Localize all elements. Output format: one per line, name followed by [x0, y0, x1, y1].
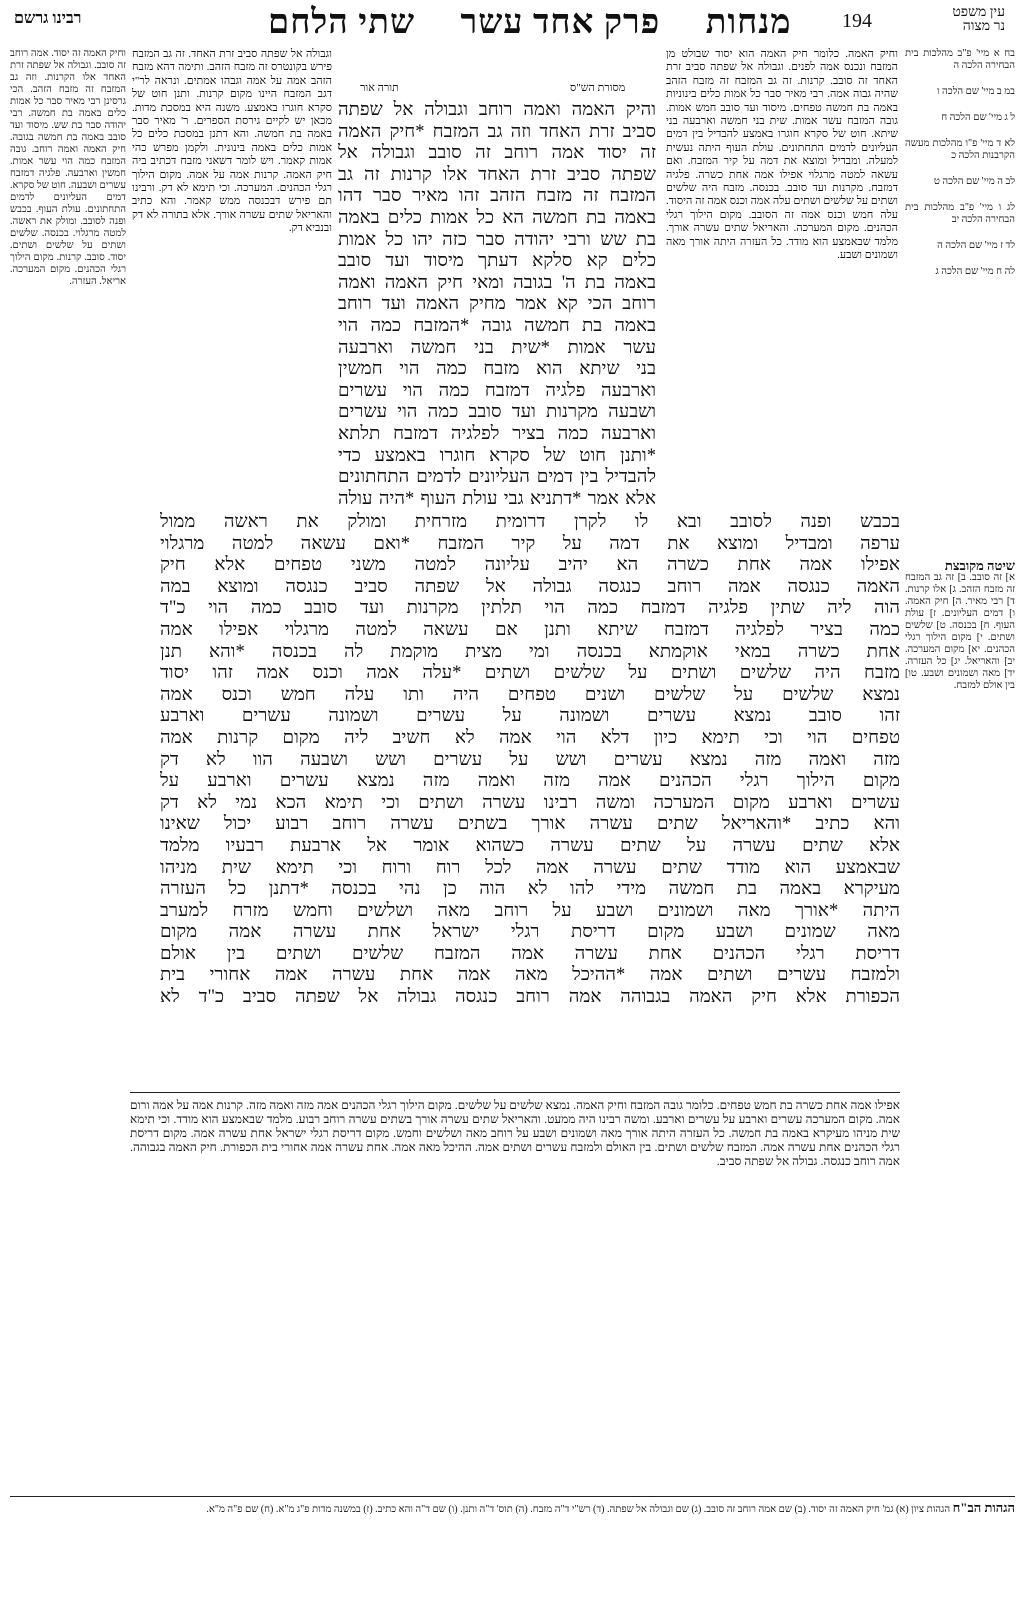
gemara-line: בת שש ורבי יהודה סבר כזה יהו כל אמות — [338, 229, 656, 250]
gemara-line: וארבעה פלגיה דמזבח כמה הוי עשרים — [338, 380, 656, 401]
lower-commentary — [130, 1098, 900, 1488]
ein-mishpat-note: בח א מיי' פ"ב מהלכות בית הבחירה הלכה ה — [905, 48, 1015, 71]
rabbeinu-gershom-heading: רבינו גרשם — [14, 10, 82, 27]
rashi-column — [666, 48, 898, 588]
gemara-line: היתה *אורך מאה ושמונים ושבע על רוחב מאה ושלשים וחמש מזרח למערב — [160, 900, 900, 921]
chapter-name: שתי הלחם — [268, 4, 416, 41]
divider — [10, 1496, 1015, 1497]
rabbeinu-gershom-text: וחיק האמה זה יסוד. אמה רוחב זה סובב. וגבולה אל שפתה זרת האחד אלו הקרנות. וזה גב המזבח זה מזבח הזהב. הכי גרסינן רבי מאיר סבר כל אמות כלים באמה בת חמשה. רבי יהודה סבר בת שש. מיסוד ועד סובב באמה בת חמשה בגובה. חיק האמה ואמה רוחב. גובה המזבח כמה הוי עשר אמות. חמשין וארבעה. פלגיה דמזבח עשרים ושבעה. חוט של סקרא. דמים העליונים לדמים התחתונים. עולת העוף. בכבש ופנה לסובב. ומולק את ראשה. למטה מרגלוי. בכנסה. שלשים ושתים על שלשים ושתים. יסוד. סובב. קרנות. מקום הילוך רגלי הכהנים. מקום המערכה. אריאל. העזרה. — [10, 48, 126, 287]
ein-mishpat-heading: עין משפט נר מצוה — [952, 5, 1005, 34]
bottom-notes-text: (א) גמ' חיק האמה זה יסוד. (ב) שם אמה רוחב זה סובב. (ג) שם וגבולה אל שפתה. (ד) רש"י ד"ה מזבח. (ה) תוס' ד"ה ותנן. (ו) שם ד"ה והא כתיב. (ז) במשנה מדות פ"ג מ"א. (ח) שם פ"ה מ"א. — [206, 1504, 909, 1515]
ein-mishpat-note: לד ז מיי' שם הלכה ה — [937, 240, 1015, 251]
gemara-line: האמה כנגסה אמה רוחב כנגסה גבולה אל שפתה סביב כנגסה ומוצא במה — [160, 576, 900, 597]
torah-or-label: תורה אור — [360, 82, 399, 94]
gemara-line: אחת כשרה במאי אוקמתא בכנסה ומי מצית מוקמת לה בכנסה *והא תנן — [160, 641, 900, 662]
gemara-line: ולמזבח עשרים ושתים אמה *ההיכל מאה אמה אחת עשרה אמה אחורי בית — [160, 965, 900, 986]
gemara-line: זהו סובב נמצא עשרים ושמונה על עשרים ושמונה עשרים וארבע — [160, 706, 900, 727]
gemara-line: והיק האמה ואמה רוחב וגבולה אל שפתה — [338, 100, 656, 120]
gemara-line: רוחב הכי קא אמר מחיק האמה ועד רוחב — [338, 294, 656, 315]
gemara-line: בכבש ופנה לסובב ובא לו לקרן דרומית מזרחית ומולק את ראשה ממול — [160, 512, 900, 532]
gemara-line: שבאמצע הוא מודד שתים עשרה אמה לכל רוח ורוח וכי תימא שית מניהו — [160, 857, 900, 878]
gemara-line: זה יסוד אמה רוחב זה סובב וגבולה אל — [338, 143, 656, 164]
gemara-line: הוה ליה שתין פלגיה דמזבח כמה הוי תלתין מקרנות ועד סובב כמה הוי כ"ד — [160, 598, 900, 619]
gemara-wide-text — [160, 512, 900, 1009]
gemara-line: מזה ואמה מזה נמצא עשרים ושש על עשרים ושש ושבעה הוו לא דק — [160, 749, 900, 770]
ein-mishpat-note: לה ח מיי' שם הלכה ג — [935, 266, 1015, 277]
gemara-line: כלים קא סלקא דעתך מיסוד ועד סובב — [338, 251, 656, 272]
running-title — [250, 4, 810, 42]
ein-mishpat-note: לב ה מיי' שם הלכה ט — [933, 176, 1015, 187]
shita-heading: שיטה מקובצת — [944, 560, 1015, 573]
gemara-line: מעיקרא באמה בת חמשה מידי להו לא הוה כן נהי בכנסה *דתנן כל העזרה — [160, 879, 900, 900]
shita-mekubetzet-column — [905, 560, 1015, 1490]
page-number: 194 — [842, 10, 872, 32]
gemara-line: נמצא שלשים על שלשים ושנים טפחים היה ותו עלה חמש וכנס אמה — [160, 684, 900, 705]
gemara-line: באמה בת חמשה גובה *המזבח כמה הוי — [338, 315, 656, 336]
gemara-line: אלא אמר *דתניא גבי עולת העוף *היה עולה — [338, 488, 656, 509]
gemara-line: סביב זרת האחד וזה גב המזבח *חיק האמה — [338, 121, 656, 142]
divider — [130, 1092, 900, 1093]
gemara-text — [338, 100, 656, 510]
bottom-glosses — [10, 1502, 1015, 1592]
ein-mishpat-note: לג ו מיי' פ"ב מהלכות בית הבחירה הלכה יב — [905, 202, 1015, 225]
gemara-line: טפחים הוי וכי תימא כיון דלא הוי אמה לא חשיב ליה מקום קרנות אמה — [160, 727, 900, 748]
gemara-line: עשרים וארבע מקום המערכה ומשה רבינו עשרה ושתים וכי תימא הכא נמי לא דק — [160, 792, 900, 813]
gemara-line: ערפה ומבדיל ומוצא את דמה על קיר המזבח *ואם עשאה למטה מרגלוי — [160, 533, 900, 554]
masoret-label: מסורת הש"ס — [570, 82, 626, 94]
gemara-line: ושבעה מקרנות ועד סובב כמה הוי עשרים — [338, 402, 656, 423]
chapter-number: פרק אחד עשר — [460, 4, 661, 41]
gemara-line: כמה בציר לפלגיה דמזבח שיתא ותנן אם עשאה למטה מרגלוי אפילו אמה — [160, 619, 900, 640]
ein-mishpat-note: במ ב מיי' שם הלכה ו — [937, 86, 1015, 97]
gemara-line: באמה בת ה' בגובה ומאי חיק האמה ואמה — [338, 272, 656, 293]
gemara-line: בני שיתא הוא מזבח כמה הוי חמשין — [338, 359, 656, 380]
gemara-line: באמה בת חמשה הא כל אמות כלים באמה — [338, 207, 656, 228]
hagahot-bach-label: הגהות הב"ח — [952, 1502, 1015, 1515]
gemara-line: שפתה סביב זרת האחד אלו קרנות זה גב — [338, 164, 656, 185]
rashi-text: וחיק האמה. כלומר חיק האמה הוא יסוד שבולט מן המזבח ונכנס אמה לפנים. וגבולה אל שפתה סביב זרת האחד זה סובב. קרנות. זה גב המזבח זה מזבח הזהב שהיה גבוה אמה. רבי מאיר סבר כל אמות כלים בינוניות באמה בת חמשה טפחים. מיסוד ועד סובב חמש אמות. גובה המזבח עשר אמות. שית בני חמשה וארבעה בני שיתא. חוט של סקרא חוגרו באמצע להבדיל בין דמים העליונים לדמים התחתונים. עולת העוף היתה נעשית למעלה. ומבדיל ומוצא את דמה על קיר המזבח. ואם עשאה למטה מרגלוי אפילו אמה אחת כשרה. פלגיה דמזבח. מקרנות ועד סובב. בכנסה. מזבח היה שלשים ושתים על שלשים ושתים עלה אמה וכנס אמה זה היסוד. עלה חמש וכנס אמה זה הסובב. מקום הילוך רגלי הכהנים. מקום המערכה. והאריאל שתים עשרה אורך. מלמד שבאמצע הוא מודד. כל העזרה היתה אורך מאה ושמונים ושבע. — [666, 48, 898, 262]
gemara-line: המזבח זה מזבח הזהב זהו מאיר סבר דהו — [338, 186, 656, 207]
tractate-name: מנחות — [705, 4, 792, 41]
rabbeinu-gershom-column — [10, 48, 126, 1488]
gemara-line: מקום הילוך רגלי הכהנים אמה מזה ואמה מזה נמצא עשרים וארבע על — [160, 771, 900, 792]
gemara-line: מזבח היה שלשים ושתים על שלשים ושתים *עלה אמה וכנס אמה זהו יסוד — [160, 663, 900, 684]
ein-mishpat-note: לא ד מיי' פ"ו מהלכות מעשה הקרבנות הלכה כ — [905, 138, 1015, 161]
gemara-line: אפילו אמה אחת כשרה הא יהיב עליונה למטה משני טפחים אלא חיק — [160, 555, 900, 576]
gemara-line: דריסת רגלי הכהנים אחת עשרה אמה המזבח שלשים ושתים בין אולם — [160, 943, 900, 964]
lower-commentary-text: אפילו אמה אחת כשרה בת חמש טפחים. כלומר גובה המזבח וחיק האמה. נמצא שלשים על שלשים. מקום הילוך רגלי הכהנים אמה מזה ואמה מזה. קרנות אמה על אמה ורום אמה. מקום המערכה עשרים וארבע על עשרים וארבע. ומשה רבינו היה ממעט. והאריאל שתים עשרה אורך בשתים עשרה רוחב רבוע. מלמד שבאמצע הוא מודד. וכי תימא שית מניהו מעיקרא באמה בת חמשה. כל העזרה היתה אורך מאה ושמונים ושבע על רוחב מאה ושלשים וחמש. מקום דריסת רגלי ישראל אחת עשרה אמה. מקום דריסת רגלי הכהנים אחת עשרה אמה. המזבח שלשים ושתים. בין האולם ולמזבח עשרים ושתים אמה. ההיכל מאה אמה. אחת עשרה אמה אחורי בית הכפורת. חיק האמה בגבוהה. אמה רוחב כנגסה. גבולה אל שפתה סביב. — [130, 1098, 900, 1168]
gemara-line: והא כתיב *והאריאל שתים עשרה אורך בשתים עשרה רוחב רבוע יכול שאינו — [160, 814, 900, 835]
shita-text: א] זה סובב. ב] זה גב המזבח זה מזבח הזהב. ג] אלו קרנות. ד] רבי מאיר. ה] חיק האמה. ו] דמים העליונים. ז] עולת העוף. ח] בכנסה. ט] שלשים ושתים. י] מקום הילוך רגלי הכהנים. יא] מקום המערכה. יב] והאריאל. יג] כל העזרה. יד] מאה ושמונים ושבע. טו] בין אולם למזבח. — [905, 572, 1015, 691]
gemara-line: עשר אמות *שית בני חמשה וארבעה — [338, 337, 656, 358]
hagahot-tzion-label: הגהות ציון — [911, 1504, 951, 1515]
gemara-line: אלא שתים עשרה על שתים עשרה כשהוא אומר אל ארבעת רבעיו מלמד — [160, 835, 900, 856]
gemara-line: להבדיל בין דמים העליונים לדמים התחתונים — [338, 467, 656, 488]
page-header — [0, 0, 1024, 42]
gemara-line: *ותנן חוט של סקרא חוגרו באמצע כדי — [338, 445, 656, 466]
tosafot-text: וגבולה אל שפתה סביב זרת האחד. זה גב המזבח פירש בקונטרס זה מזבח הזהב. ותימה דהא מזבח הזהב אמה על אמה וגבהו אמתים. ונראה לר"י דגב המזבח היינו מקום קרנות. ותנן חוט של סקרא חוגרו באמצע. משנה היא במסכת מדות. מכאן יש לקיים גירסת הספרים. ר' מאיר סבר באמה בת חמשה. והא דתנן במסכת כלים כל אמות כלים באמה בינונית. ולקמן מפרש כהי אמות קאמר. ויש לומר דשאני מזבח דכתיב ביה חיק האמה. קרנות אמה על אמה. מקום הילוך רגלי הכהנים. המערכה. וכי תימא לא דק. ורבינו תם פירש דבכנסה ממש קאמר. והא כתיב והאריאל שתים עשרה אורך. אלא בתורה לא דק ובנביא דק. — [132, 48, 332, 235]
gemara-line: וארבעה כמה בציר לפלגיה דמזבח תלתא — [338, 423, 656, 444]
gemara-line: הכפורת אלא חיק האמה בגבוהה אמה רוחב כנגסה גבולה אל שפתה סביב כ"ד לא — [160, 987, 900, 1008]
gemara-line: מאה שמונים ושבע מקום דריסת רגלי ישראל אחת עשרה אמה מקום — [160, 922, 900, 943]
ein-mishpat-note: ל ג מיי' שם הלכה ח — [941, 112, 1015, 123]
